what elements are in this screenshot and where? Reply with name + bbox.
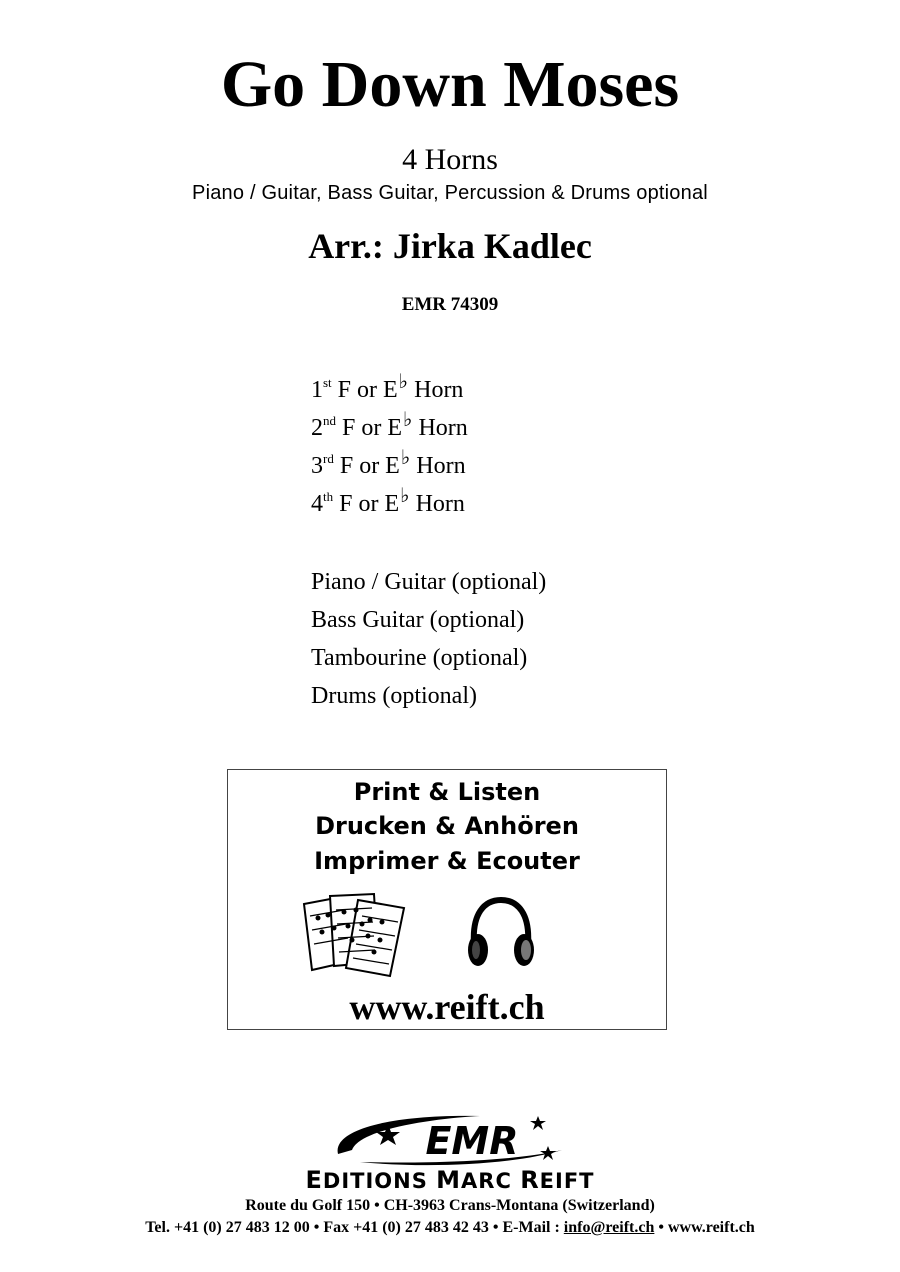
optional-part: Bass Guitar (optional) bbox=[311, 607, 525, 633]
subtitle: 4 Horns bbox=[402, 143, 498, 176]
part-key: F or E bbox=[337, 377, 398, 403]
arranger: Arr.: Jirka Kadlec bbox=[308, 226, 592, 266]
part-instrument: Horn bbox=[416, 453, 466, 479]
website-url[interactable]: www.reift.ch bbox=[349, 987, 545, 1027]
part-instrument: Horn bbox=[415, 491, 465, 517]
print-listen-box bbox=[227, 769, 667, 1030]
flat-sign: ♭ bbox=[400, 447, 411, 469]
optional-part: Tambourine (optional) bbox=[311, 645, 528, 671]
catalog-number: EMR 74309 bbox=[401, 294, 499, 315]
publisher-address: Route du Golf 150 • CH-3963 Crans-Montana (Switzerland) bbox=[245, 1197, 655, 1214]
promo-line-english: Print & Listen bbox=[353, 778, 541, 806]
part-instrument: Horn bbox=[418, 415, 468, 441]
flat-sign: ♭ bbox=[403, 409, 413, 431]
horn-part bbox=[311, 409, 468, 441]
promo-line-french: Imprimer & Ecouter bbox=[314, 847, 580, 875]
publisher-contact bbox=[0, 1220, 900, 1236]
ordinal-suffix: th bbox=[323, 489, 334, 504]
optional-part: Drums (optional) bbox=[311, 683, 477, 709]
contact-phone-fax: Tel. +41 (0) 27 483 12 00 • Fax +41 (0) 27 483 42 43 • E-Mail : bbox=[145, 1219, 564, 1236]
horn-part bbox=[311, 447, 466, 479]
part-key: F or E bbox=[339, 491, 400, 517]
sheet-music-icon bbox=[300, 890, 412, 982]
part-instrument: Horn bbox=[414, 377, 464, 403]
emr-logo-graphic bbox=[330, 1110, 570, 1170]
publisher-name-initial: E bbox=[305, 1166, 323, 1194]
part-number: 1 bbox=[311, 377, 323, 403]
part-key: F or E bbox=[342, 415, 402, 441]
publisher-name-initial: M bbox=[436, 1166, 462, 1194]
emr-logo-text: EMR bbox=[425, 1119, 519, 1163]
part-number: 4 bbox=[311, 491, 323, 517]
promo-line-german: Drucken & Anhören bbox=[315, 812, 579, 840]
instrumentation: Piano / Guitar, Bass Guitar, Percussion & Drums optional bbox=[192, 182, 708, 204]
horn-part bbox=[311, 371, 464, 403]
ordinal-suffix: st bbox=[323, 375, 332, 390]
part-number: 2 bbox=[311, 415, 323, 441]
flat-sign: ♭ bbox=[400, 485, 410, 507]
flat-sign: ♭ bbox=[398, 371, 409, 393]
horn-part bbox=[311, 485, 465, 517]
headphones-icon bbox=[464, 894, 538, 974]
publisher-name bbox=[0, 1168, 900, 1192]
publisher-name-segment: ARC bbox=[461, 1169, 521, 1193]
optional-part: Piano / Guitar (optional) bbox=[311, 569, 547, 595]
email-link[interactable]: info@reift.ch bbox=[563, 1219, 655, 1236]
publisher-name-initial: R bbox=[520, 1166, 540, 1194]
publisher-name-segment: DITIONS bbox=[322, 1169, 437, 1193]
part-number: 3 bbox=[311, 453, 323, 479]
ordinal-suffix: nd bbox=[323, 413, 336, 428]
contact-website: • www.reift.ch bbox=[654, 1219, 755, 1236]
publisher-name-segment: EIFT bbox=[539, 1169, 595, 1193]
part-key: F or E bbox=[339, 453, 400, 479]
ordinal-suffix: rd bbox=[323, 451, 334, 466]
title: Go Down Moses bbox=[220, 48, 680, 121]
